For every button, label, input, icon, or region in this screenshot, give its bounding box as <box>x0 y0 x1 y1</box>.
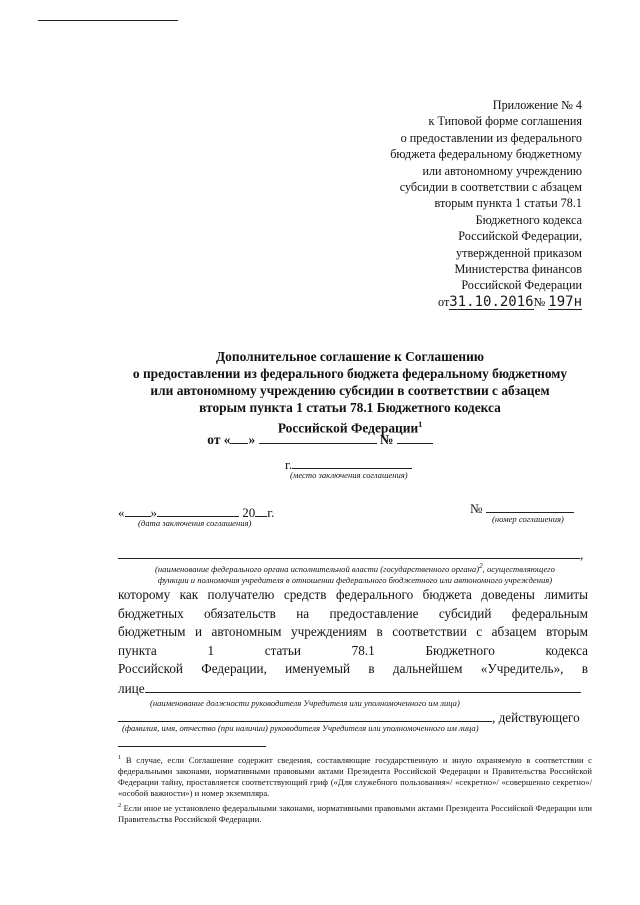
footnote-separator <box>118 746 266 747</box>
order-no-sign: № <box>533 294 546 309</box>
place-caption: (место заключения соглашения) <box>290 470 408 480</box>
body-line-spaced <box>118 642 588 661</box>
agreement-number-sign: № <box>470 501 483 516</box>
body-paragraph <box>118 586 588 699</box>
footnote-ref-1: 1 <box>418 420 423 429</box>
agreement-day-field[interactable] <box>125 503 151 517</box>
footnote-1: $^1$ В случае, если Соглашение содержит сведения, составляющие государственную и иную охраняемую в соответствии с федеральными законами, нормативными правовыми актами Президента Российской Федерации и Правительства Российской Федерации тайну, проставляется соответствующий гриф («Для служебного пользования»/ «секретно»/ «совершенно секретно»/ «особой важности») и номер экземпляра. <box>118 754 592 799</box>
appendix-line: субсидии в соответствии с абзацем <box>399 180 582 195</box>
number-sign: № <box>379 432 394 447</box>
title-line: или автономному учреждению субсидии в соответствии с абзацем <box>150 383 550 398</box>
date-from: от « <box>207 432 231 447</box>
supplement-date-line <box>0 430 640 448</box>
title-line-last: Российской Федерации$^1$ <box>277 420 423 436</box>
head-name-field[interactable] <box>118 708 492 722</box>
footnotes <box>118 752 592 825</box>
name-caption: (фамилия, имя, отчество (при наличии) руководителя Учредителя или уполномоченного им лица) <box>122 723 479 733</box>
appendix-line: утвержденной приказом <box>456 245 582 260</box>
body-line: бюджетным и автономным учреждениям в соответствии с абзацем вторым <box>118 624 588 640</box>
month-year-field[interactable] <box>259 430 377 444</box>
order-number: 197н <box>548 293 582 310</box>
appendix-line: бюджета федеральному бюджетному <box>390 147 582 162</box>
year-prefix: 20 <box>242 505 256 520</box>
organ-caption: (наименование федерального органа исполнительной власти (государственного органа)$^2$, осуществляющего функции и полномочия учредителя в отношении федерального бюджетного или автономного учреждения) <box>155 562 555 585</box>
appendix-line: вторым пункта 1 статьи 78.1 <box>434 196 582 211</box>
title-line: Дополнительное соглашение к Соглашению <box>215 349 485 364</box>
agreement-number-field[interactable] <box>486 499 574 513</box>
agreement-date-caption: (дата заключения соглашения) <box>138 518 252 528</box>
position-caption: (наименование должности руководителя Учредителя или уполномоченного им лица) <box>150 698 460 708</box>
place-prefix: г. <box>285 457 293 472</box>
agreement-number-caption: (номер соглашения) <box>492 514 564 524</box>
appendix-line: Приложение № 4 <box>492 98 582 112</box>
title-line: о предоставлении из федерального бюджета федеральному бюджетному <box>132 366 568 381</box>
appendix-line: Министерства финансов <box>454 262 582 277</box>
in-person-prefix: лице <box>118 680 145 696</box>
top-rule <box>38 20 178 21</box>
order-date: 31.10.2016 <box>449 293 534 310</box>
body-line: Российской Федерации, именуемый в дальнейшем «Учредитель», в <box>118 661 588 677</box>
body-line-4: пункта 1 статьи 78.1 Бюджетного кодекса <box>118 642 588 658</box>
title-line: вторым пункта 1 статьи 78.1 Бюджетного кодекса <box>199 400 501 415</box>
organ-name-field[interactable] <box>118 545 580 559</box>
agreement-month-field[interactable] <box>157 503 239 517</box>
body-line: которому как получателю средств федерального бюджета доведены лимиты <box>118 587 588 602</box>
appendix-line: к Типовой форме соглашения <box>428 114 582 129</box>
body-line-6 <box>118 679 588 699</box>
footnote-2: $^2$ Если иное не установлено федеральными законами, нормативными правовыми актами Президента Российской Федерации или Правительства Российской Федерации. <box>118 801 592 824</box>
number-field[interactable] <box>397 430 433 444</box>
date-close: » <box>248 432 256 447</box>
position-field[interactable] <box>145 679 581 693</box>
place-field[interactable] <box>292 455 412 469</box>
footnote-ref-2: 2 <box>479 562 483 570</box>
date-close-quote: » <box>150 505 157 520</box>
year-suffix: г. <box>267 505 275 520</box>
body-line: бюджетных обязательств на предоставление субсидий федеральным <box>118 605 588 621</box>
appendix-line: о предоставлении из федерального <box>400 130 582 145</box>
day-field[interactable] <box>230 430 248 444</box>
order-from: от <box>438 294 450 309</box>
appendix-line: или автономному учреждению <box>422 163 582 178</box>
appendix-line: Российской Федерации, <box>458 229 582 244</box>
agreement-year-field[interactable] <box>255 503 267 517</box>
appendix-header <box>322 97 582 310</box>
order-reference <box>322 294 582 310</box>
appendix-line: Бюджетного кодекса <box>475 212 582 227</box>
organ-trail-comma: , <box>580 547 584 562</box>
acting-label: , действующего <box>492 710 580 725</box>
appendix-line: Российской Федерации <box>461 278 582 293</box>
document-title <box>60 348 640 436</box>
date-open-quote: « <box>118 505 125 520</box>
